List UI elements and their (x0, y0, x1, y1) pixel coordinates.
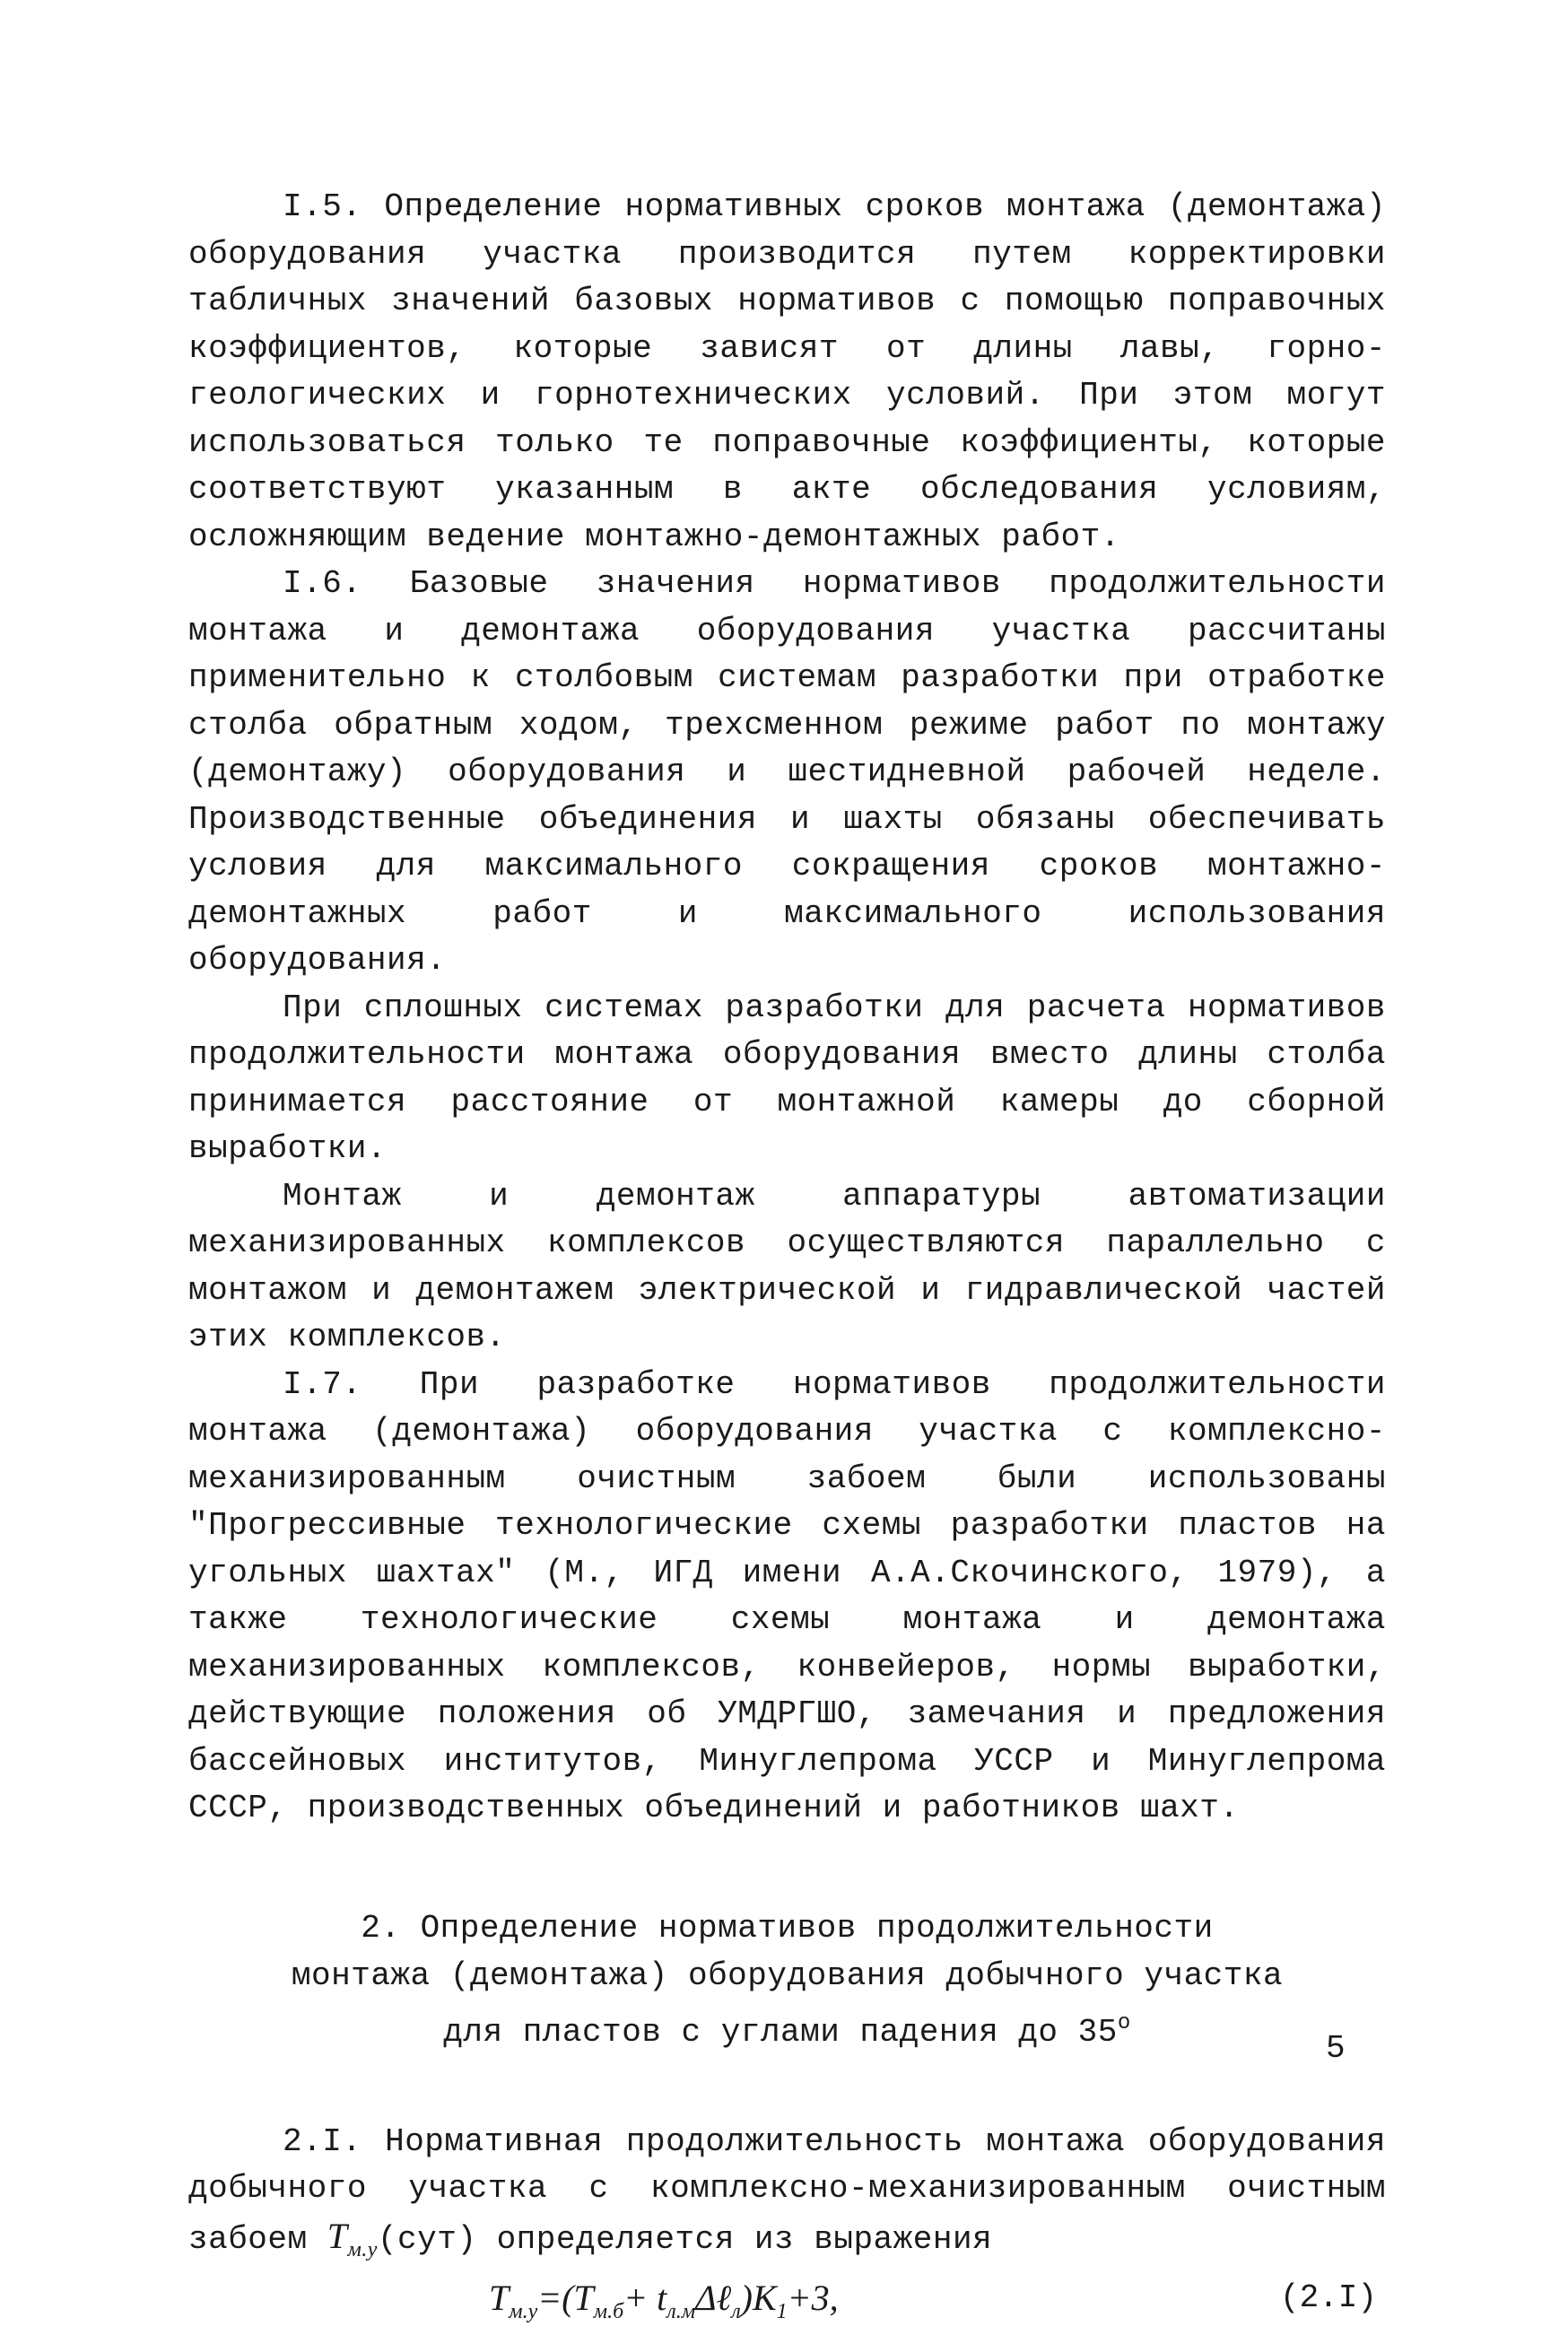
paragraph-2-1-tail: (сут) определяется из выражения (377, 2220, 993, 2258)
formula-2-1-row (188, 2275, 1386, 2329)
paragraph-2-1 (188, 2119, 1386, 2274)
formula-part-3: Δℓ (695, 2278, 732, 2318)
heading-line-1: 2. Определение нормативов продолжительности (361, 1909, 1214, 1947)
paragraph-automation: Монтаж и демонтаж аппаратуры автоматизации механизированных комплексов осуществляются параллельно с монтажом и демонтажем электрической и гидравлической частей этих комплексов. (188, 1177, 1386, 1355)
page-number: 5 (1326, 2030, 1346, 2067)
paragraph-1-7: I.7. При разработке нормативов продолжительности монтажа (демонтажа) оборудования участка с комплексно-механизированным очистным забоем были использованы "Прогрессивные технологические схемы разработки пластов на угольных шахтах" (М., ИГД имени А.А.Скочинского, 1979), а также технологические схемы монтажа и демонтажа механизированных комплексов, конвейеров, нормы выработки, действующие положения об УМДРГШО, замечания и предложения бассейновых институтов, Минуглепрома УССР и Минуглепрома СССР, производственных объединений и работников шахт. (188, 1365, 1386, 1826)
heading-line-3 (188, 2000, 1386, 2056)
formula-2-1 (489, 2275, 839, 2335)
formula-part-4-sub: 1 (776, 2300, 788, 2323)
symbol-t-subscript: м.у (347, 2237, 378, 2261)
formula-part-1: =(T (537, 2278, 594, 2318)
heading-line-2: монтажа (демонтажа) оборудования добычного участка (291, 1956, 1284, 1994)
symbol-t-my (327, 2215, 378, 2261)
formula-part-5: +3, (787, 2278, 839, 2318)
formula-part-4: )K (740, 2278, 777, 2318)
symbol-t: T (327, 2215, 348, 2256)
formula-part-2-sub: л.м (666, 2300, 696, 2323)
formula-part-3-sub: л (731, 2300, 741, 2323)
degree-mark: о (1117, 2010, 1131, 2035)
heading-line-3-text: для пластов с углами падения до 35 (443, 2013, 1118, 2051)
formula-lhs-sub: м.у (509, 2300, 538, 2323)
formula-lhs: T (489, 2278, 510, 2318)
paragraph-1-5: I.5. Определение нормативных сроков монтажа (демонтажа) оборудования участка производится путем корректировки табличных значений базовых нормативов с помощью поправочных коэффициентов, которые зависят от длины лавы, горно-геологических и горнотехнических условий. При этом могут использоваться только те поправочные коэффициенты, которые соответствуют указанным в акте обследования условиям, осложняющим ведение монтажно-демонтажных работ. (188, 188, 1386, 555)
paragraph-solid-systems: При сплошных системах разработки для расчета нормативов продолжительности монтажа оборудования вместо длины столба принимается расстояние от монтажной камеры до сборной выработки. (188, 989, 1386, 1167)
formula-part-2: + t (623, 2278, 667, 2318)
paragraph-1-6: I.6. Базовые значения нормативов продолжительности монтажа и демонтажа оборудования участка рассчитаны применительно к столбовым системам разработки при отработке столба обратным ходом, трехсменном режиме работ по монтажу (демонтажу) оборудования и шестидневной рабочей неделе. Производственные объединения и шахты обязаны обеспечивать условия для максимального сокращения сроков монтажно-демонтажных работ и максимального использования оборудования. (188, 565, 1386, 979)
paragraph-2-1-text: 2.I. Нормативная продолжительность монтажа оборудования добычного участка с комплексно-механизированным очистным забоем (188, 2122, 1386, 2258)
section-2-heading (188, 1904, 1386, 2056)
formula-number: (2.I) (1279, 2279, 1377, 2316)
formula-part-1-sub: м.б (593, 2300, 624, 2323)
page-content (188, 184, 1386, 2329)
